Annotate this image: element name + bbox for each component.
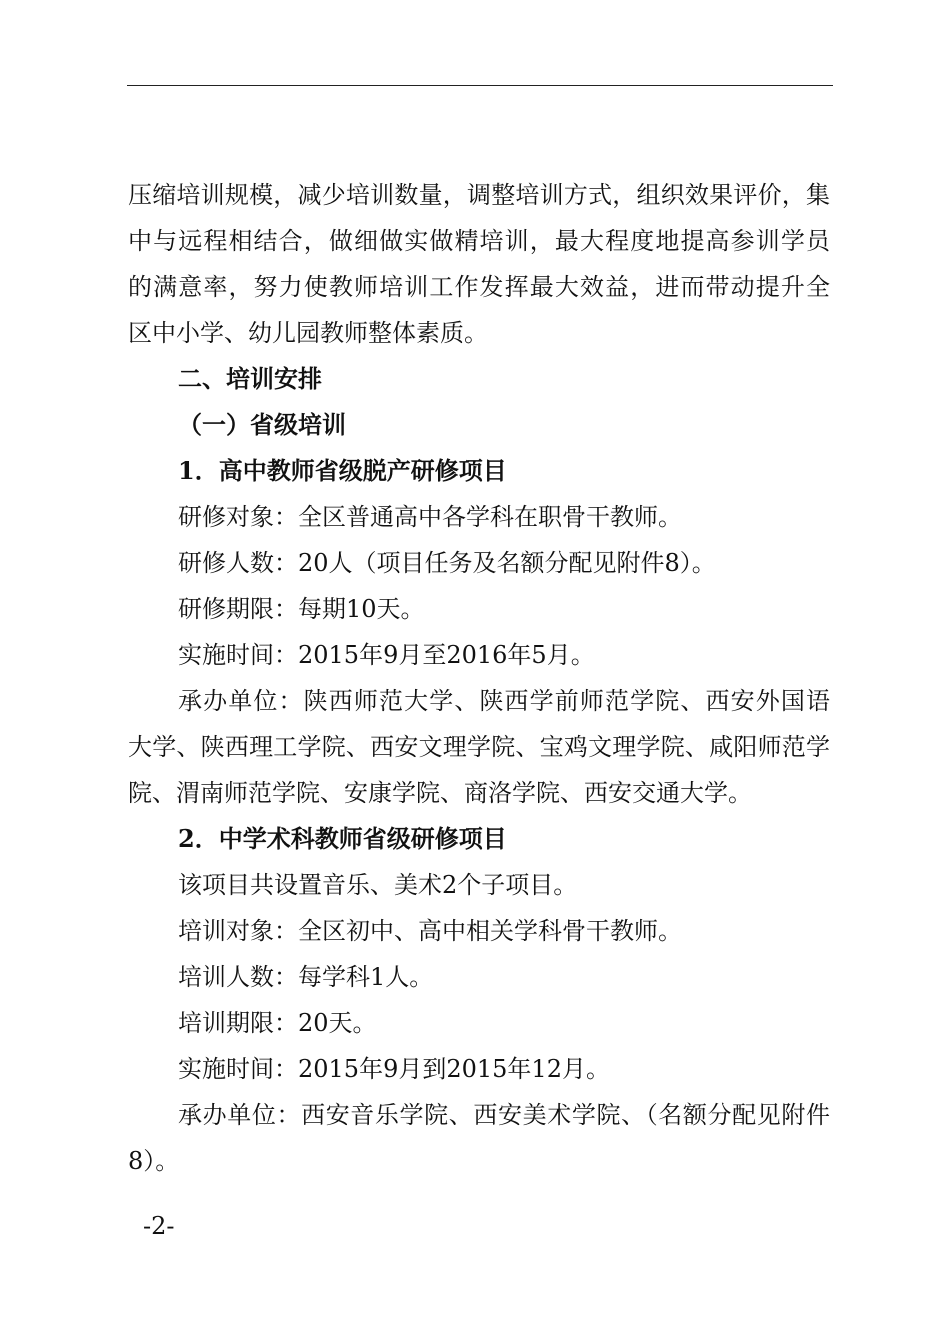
paragraph-line: 的满意率，努力使教师培训工作发挥最大效益，进而带动提升全 — [128, 273, 830, 301]
section-heading: （一）省级培训 — [178, 410, 346, 439]
document-body — [128, 172, 830, 1184]
section-heading: 1．高中教师省级脱产研修项目 — [178, 456, 507, 485]
paragraph-line: 承办单位：陕西师范大学、陕西学前师范学院、西安外国语 — [178, 687, 830, 715]
paragraph-line: 压缩培训规模，减少培训数量，调整培训方式，组织效果评价，集 — [128, 181, 830, 209]
section-heading: 二、培训安排 — [178, 364, 322, 393]
paragraph-line: 承办单位：西安音乐学院、西安美术学院、（名额分配见附件 — [178, 1101, 830, 1129]
page-number: -2- — [143, 1212, 175, 1240]
paragraph-line: 培训期限：20天。 — [178, 1009, 377, 1037]
section-heading: 2．中学术科教师省级研修项目 — [178, 824, 507, 853]
paragraph-line: 8）。 — [128, 1147, 180, 1175]
paragraph-line: 研修期限：每期10天。 — [178, 595, 425, 623]
paragraph-line: 培训人数：每学科1人。 — [178, 963, 434, 991]
paragraph-line: 院、渭南师范学院、安康学院、商洛学院、西安交通大学。 — [128, 779, 752, 807]
paragraph-line: 该项目共设置音乐、美术2个子项目。 — [178, 871, 578, 899]
paragraph-line: 研修对象：全区普通高中各学科在职骨干教师。 — [178, 503, 682, 531]
paragraph-line: 中与远程相结合，做细做实做精培训，最大程度地提高参训学员 — [128, 227, 830, 255]
paragraph-line: 培训对象：全区初中、高中相关学科骨干教师。 — [178, 917, 682, 945]
paragraph-line: 实施时间：2015年9月至2016年5月。 — [178, 641, 595, 669]
paragraph-line: 大学、陕西理工学院、西安文理学院、宝鸡文理学院、咸阳师范学 — [128, 733, 830, 761]
paragraph-line: 实施时间：2015年9月到2015年12月。 — [178, 1055, 610, 1083]
paragraph-line: 研修人数：20人（项目任务及名额分配见附件8）。 — [178, 549, 716, 577]
paragraph-line: 区中小学、幼儿园教师整体素质。 — [128, 319, 488, 347]
header-rule — [127, 85, 833, 86]
